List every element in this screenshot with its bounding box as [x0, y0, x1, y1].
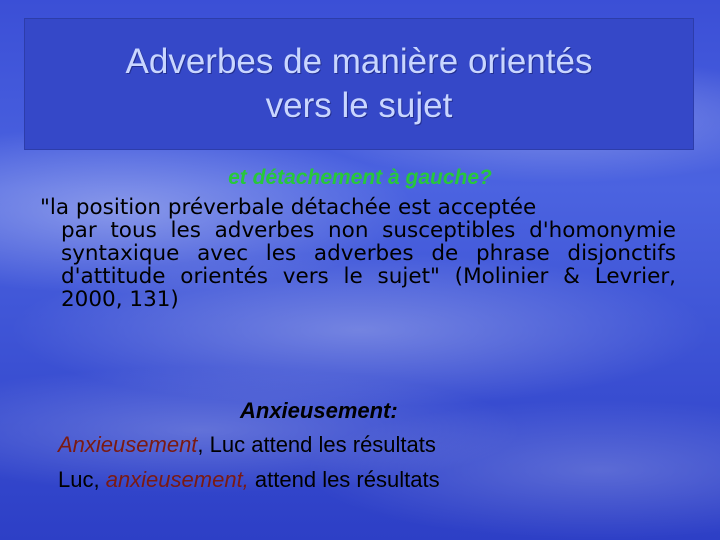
slide-subtitle: et détachement à gauche? [228, 166, 492, 189]
example-sentence-1 [58, 432, 436, 458]
quote-block [40, 196, 676, 311]
example-2-after: attend les résultats [248, 467, 440, 492]
example-2-before: Luc, [58, 467, 106, 492]
example-1-adverb: Anxieusement [58, 432, 198, 457]
example-heading: Anxieusement: [240, 398, 398, 423]
quote-rest: par tous les adverbes non susceptibles d'homonymie syntaxique avec les adverbes de phrase disjonctifs d'attitude orientés vers le sujet" (Molinier & Levrier, 2000, 131) [61, 218, 676, 312]
slide-title-line-2: vers le sujet [265, 86, 453, 125]
example-1-rest: , Luc attend les résultats [197, 432, 436, 457]
example-2-adverb: anxieusement, [105, 467, 249, 492]
quote-first-line: "la position préverbale détachée est acceptée [40, 195, 537, 220]
title-box [24, 18, 694, 150]
slide-title-line-1: Adverbes de manière orientés [125, 42, 593, 81]
example-sentence-2 [58, 467, 440, 493]
